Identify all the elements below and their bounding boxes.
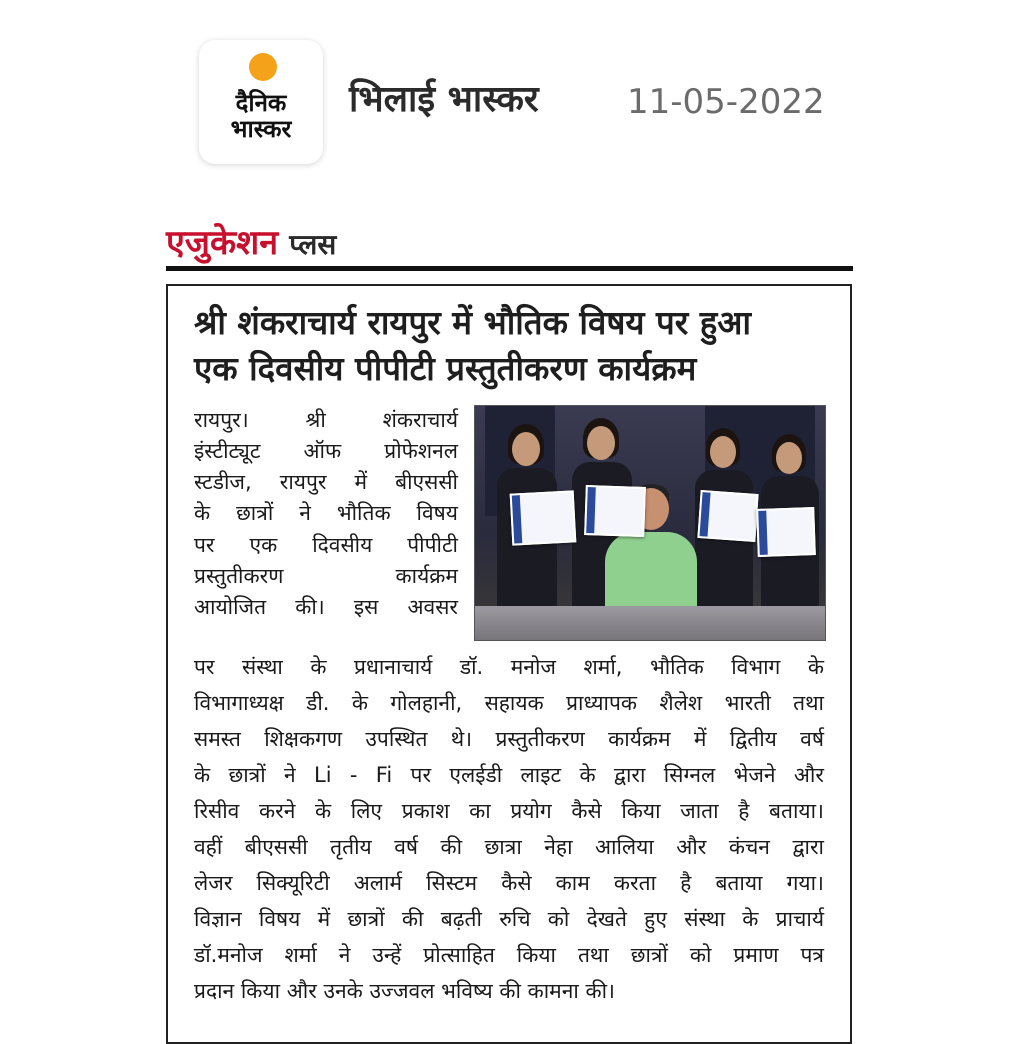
article-body-line: डॉ.मनोज शर्मा ने उन्हें प्रोत्साहित किया तथा छात्रों को प्रमाण पत्र (194, 943, 824, 967)
section-divider (166, 266, 853, 271)
section-header (166, 220, 853, 266)
article-body-line: समस्त शिक्षकगण उपस्थित थे। प्रस्तुतीकरण कार्यक्रम में द्वितीय वर्ष (194, 727, 824, 751)
article-body-line: विभागाध्यक्ष डी. के गोलहानी, सहायक प्राध्यापक शैलेश भारती तथा (194, 691, 824, 715)
article-body-line: रिसीव करने के लिए प्रकाश का प्रयोग कैसे किया जाता है बताया। (194, 799, 824, 823)
publication-name: भिलाई भास्कर (349, 79, 539, 120)
publication-date: 11-05-2022 (627, 82, 825, 122)
photo-table (475, 606, 825, 640)
newspaper-logo (199, 40, 323, 164)
article-body-line: के छात्रों ने भौतिक विषय (194, 501, 458, 525)
logo-text-line-1: दैनिक (235, 89, 287, 117)
certificate (697, 490, 758, 542)
article-body-line: के छात्रों ने Li - Fi पर एलईडी लाइट के द्वारा सिग्नल भेजने और (194, 763, 824, 787)
article-headline-line-1: श्री शंकराचार्य रायपुर में भौतिक विषय पर हुआ (194, 303, 752, 342)
certificate (510, 490, 577, 545)
article-body-line: आयोजित की। इस अवसर (194, 595, 458, 619)
article-body-line: रायपुर। श्री शंकराचार्य (194, 408, 458, 432)
article-body-line: वहीं बीएससी तृतीय वर्ष की छात्रा नेहा आलिया और कंचन द्वारा (194, 835, 824, 859)
article-body-line: विज्ञान विषय में छात्रों की बढ़ती रुचि को देखते हुए संस्था के प्राचार्य (194, 907, 824, 931)
article-body-line: प्रदान किया और उनके उज्जवल भविष्य की कामना की। (194, 979, 615, 1003)
logo-text-line-2: भास्कर (230, 115, 292, 143)
article-body-line: इंस्टीट्यूट ऑफ प्रोफेशनल (194, 439, 458, 463)
article-body-line: स्टडीज, रायपुर में बीएससी (194, 470, 458, 494)
sun-icon (249, 53, 277, 81)
certificate (756, 507, 816, 557)
article-body-line: प्रस्तुतीकरण कार्यक्रम (194, 564, 458, 588)
article-photo (474, 405, 826, 641)
article-body-line: लेजर सिक्यूरिटी अलार्म सिस्टम कैसे काम करता है बताया गया। (194, 871, 824, 895)
article-body-line: पर संस्था के प्रधानाचार्य डॉ. मनोज शर्मा, भौतिक विभाग के (194, 655, 824, 679)
certificate (584, 485, 646, 537)
section-title: एजुकेशन (166, 223, 279, 263)
article-body-line: पर एक दिवसीय पीपीटी (194, 533, 458, 557)
section-subtitle: प्लस (289, 228, 337, 261)
article-headline-line-2: एक दिवसीय पीपीटी प्रस्तुतीकरण कार्यक्रम (194, 349, 697, 388)
